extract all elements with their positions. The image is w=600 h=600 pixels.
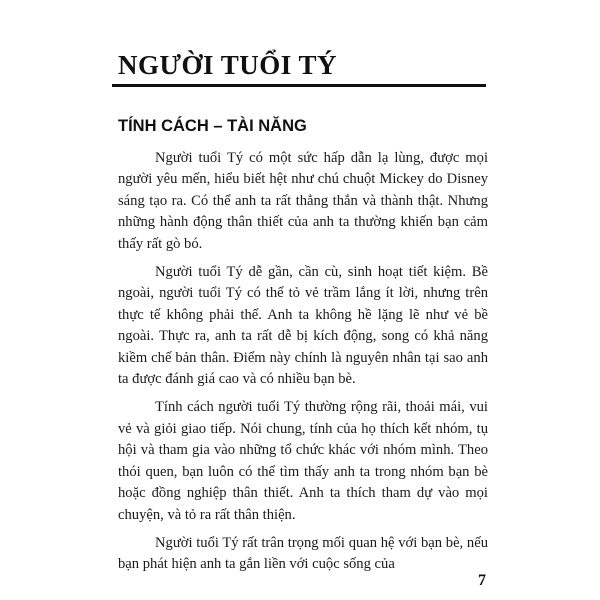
paragraph-3: Tính cách người tuổi Tý thường rộng rãi, thoải mái, vui vẻ và giỏi giao tiếp. Nói chung, tính của họ thích kết nhóm, tụ hội và tham gia vào những tổ chức khác với nhóm mình. Theo thói quen, bạn luôn có thể tìm thấy anh ta trong nhóm bạn bè hoặc đồng nghiệp thân thiết. Anh ta thích tham dự vào mọi chuyện, và tỏ ra rất thân thiện. (118, 399, 488, 523)
paragraph-4: Người tuổi Tý rất trân trọng mối quan hệ với bạn bè, nếu bạn phát hiện anh ta gắn liền với cuộc sống của (118, 534, 488, 573)
section-heading: TÍNH CÁCH – TÀI NĂNG (118, 117, 307, 135)
page-number: 7 (478, 572, 486, 589)
chapter-title: NGƯỜI TUỔI TÝ (118, 50, 338, 80)
paragraph-1: Người tuổi Tý có một sức hấp dẫn lạ lùng, được mọi người yêu mến, hiểu biết hệt như chú chuột Mickey do Disney sáng tạo ra. Có thể anh ta rất thẳng thắn và thành thật. Nhưng những hành động thân thiết của anh ta thường khiến bạn cảm thấy rất gò bó. (118, 150, 488, 252)
paragraph-2: Người tuổi Tý dễ gần, cần cù, sinh hoạt tiết kiệm. Bề ngoài, người tuổi Tý có thể tỏ vẻ trầm lắng ít lời, nhưng trên thực tế không phải thế. Anh ta không hề lặng lẽ như vẻ bề ngoài. Thực ra, anh ta rất dễ bị kích động, song có khả năng kiềm chế bản thân. Điểm này chính là nguyên nhân tại sao anh ta được đánh giá cao và có nhiều bạn bè. (118, 264, 488, 388)
title-underline-rule (112, 84, 486, 87)
body-text (118, 148, 488, 583)
